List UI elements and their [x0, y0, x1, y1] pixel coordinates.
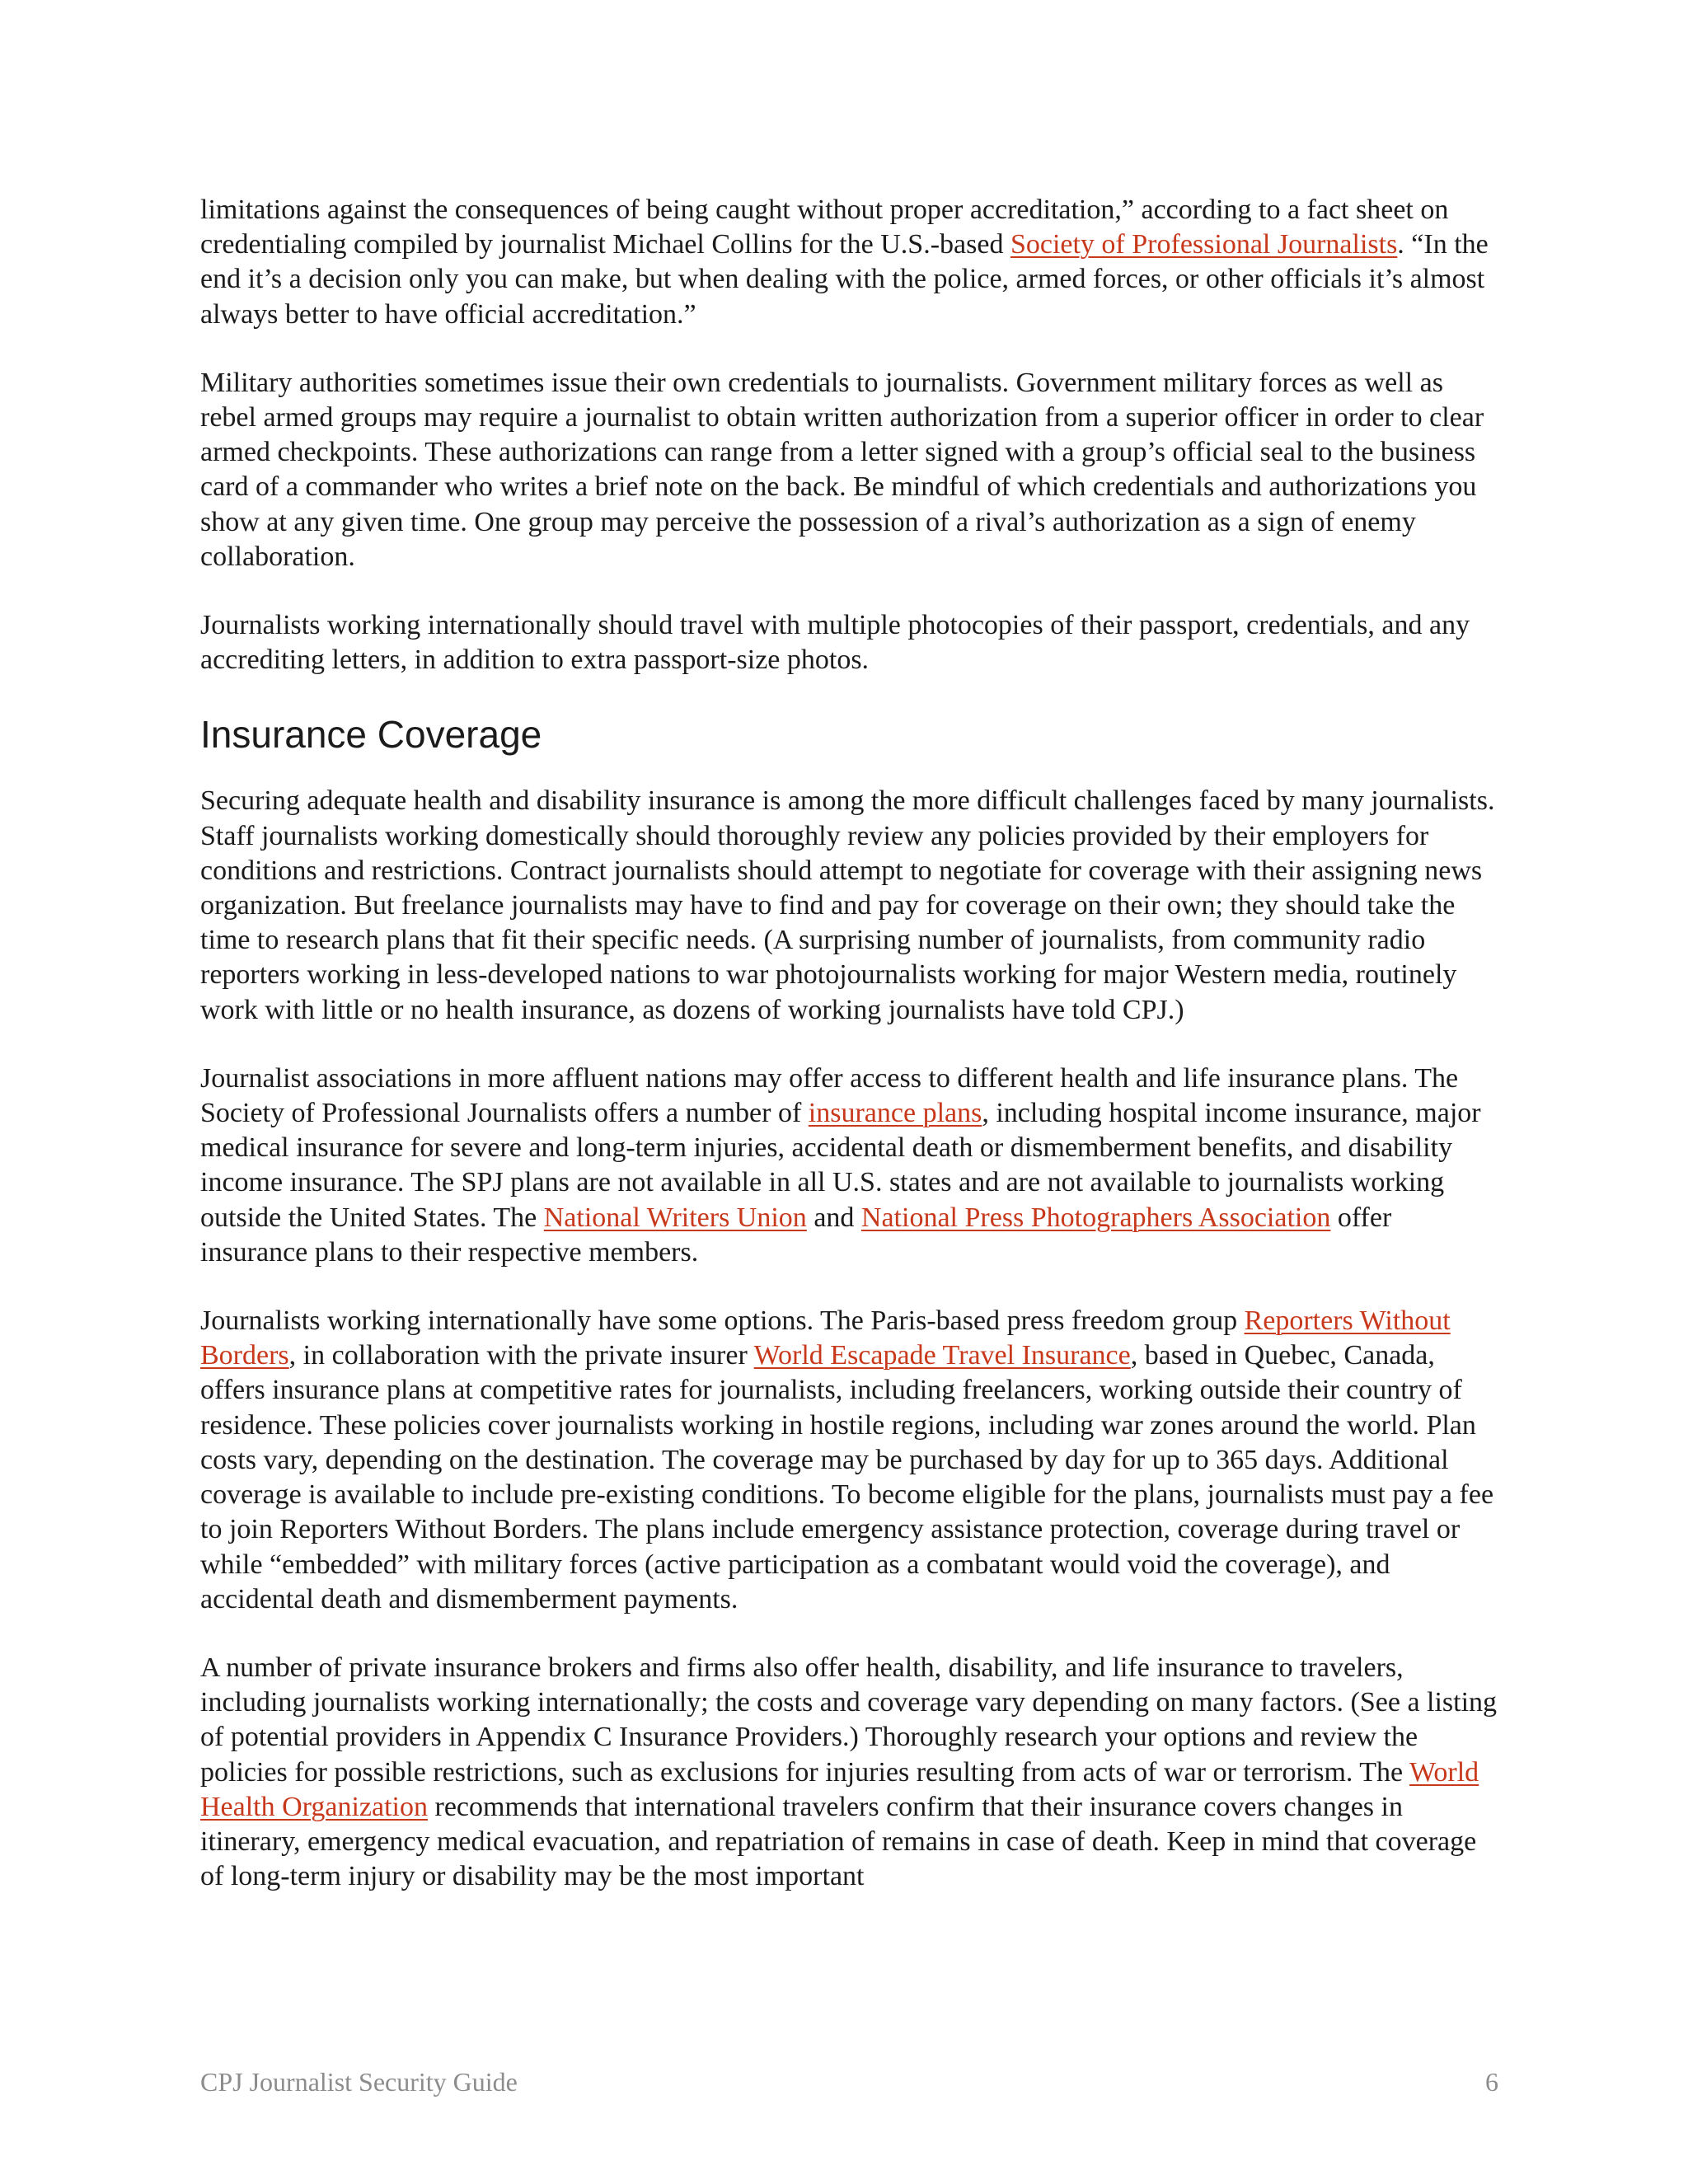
- link-national-press-photographers-association[interactable]: National Press Photographers Association: [860, 1202, 1331, 1233]
- footer-guide-title: CPJ Journalist Security Guide: [200, 2067, 518, 2097]
- link-insurance-plans[interactable]: insurance plans: [808, 1098, 982, 1129]
- link-world-escapade-travel-insurance[interactable]: World Escapade Travel Insurance: [753, 1340, 1131, 1371]
- text-run: , including hospital income insurance, major medical insurance for severe and long-term injuries, accidental death or dismemberment benefits, and disability income insurance. The SPJ plans are not available in all U.S. states and are not available to journalists working outside the United States. The: [200, 1098, 1481, 1233]
- paragraph-international-options: [200, 1304, 1504, 1617]
- paragraph-journalist-associations: [200, 1062, 1504, 1270]
- link-society-of-professional-journalists[interactable]: Society of Professional Journalists: [1010, 229, 1398, 260]
- paragraph-photocopies: Journalists working internationally should travel with multiple photocopies of their passport, credentials, and any accrediting letters, in addition to extra passport-size photos.: [200, 610, 1470, 676]
- text-run: Journalist associations in more affluent nations may offer access to different health and life insurance plans. The Society of Professional Journalists offers a number of: [200, 1062, 1459, 1129]
- text-run: . “In the end it’s a decision only you can make, but when dealing with the police, armed forces, or other officials it’s almost always better to have official accreditation.”: [200, 229, 1489, 330]
- text-run: Journalists working internationally have some options. The Paris-based press freedom group: [200, 1305, 1245, 1337]
- text-run: , in collaboration with the private insurer: [288, 1340, 754, 1371]
- link-world-health-organization[interactable]: World Health Organization: [200, 1756, 1479, 1822]
- paragraph-military-credentials: Military authorities sometimes issue their own credentials to journalists. Government military forces as well as rebel armed groups may require a journalist to obtain written authorization from a superior officer in order to clear armed checkpoints. These authorizations can range from a letter signed with a group’s official seal to the business card of a commander who writes a brief note on the back. Be mindful of which credentials and authorizations you show at any given time. One group may perceive the possession of a rival’s authorization as a sign of enemy collaboration.: [200, 367, 1484, 572]
- body-content: [200, 193, 1504, 1928]
- paragraph-private-brokers: [200, 1651, 1504, 1894]
- text-run: , based in Quebec, Canada, offers insurance plans at competitive rates for journalists, including freelancers, working outside their country of residence. These policies cover journalists working in hostile regions, including war zones around the world. Plan costs vary, depending on the destination. The coverage may be purchased by day for up to 365 days. Additional coverage is available to include pre-existing conditions. To become eligible for the plans, journalists must pay a fee to join Reporters Without Borders. The plans include emergency assistance protection, coverage during travel or while “embedded” with military forces (active participation as a combatant would void the coverage), and accidental death and dismemberment payments.: [200, 1340, 1494, 1615]
- link-reporters-without-borders[interactable]: Reporters Without Borders: [200, 1305, 1451, 1371]
- page-number: 6: [1485, 2067, 1498, 2097]
- paragraph-insurance-challenges: Securing adequate health and disability insurance is among the more difficult challenges faced by many journalists. Staff journalists working domestically should thoroughly review any policies provided by their employers for conditions and restrictions. Contract journalists should attempt to negotiate for coverage with their assigning news organization. But freelance journalists may have to find and pay for coverage on their own; they should take the time to research plans that fit their specific needs. (A surprising number of journalists, from community radio reporters working in less-developed nations to war photojournalists working for major Western media, routinely work with little or no health insurance, as dozens of working journalists have told CPJ.): [200, 785, 1495, 1025]
- paragraph-accreditation-quote: [200, 193, 1504, 332]
- link-national-writers-union[interactable]: National Writers Union: [543, 1202, 807, 1233]
- text-run: A number of private insurance brokers and firms also offer health, disability, and life insurance to travelers, including journalists working internationally; the costs and coverage vary depending on many factors. (See a listing of potential providers in Appendix C Insurance Providers.) Thoroughly research your options and review the policies for possible restrictions, such as exclusions for injuries resulting from acts of war or terrorism. The: [200, 1652, 1498, 1788]
- text-run: limitations against the consequences of being caught without proper accreditation,” according to a fact sheet on credentialing compiled by journalist Michael Collins for the U.S.-based: [200, 194, 1449, 260]
- text-run: recommends that international travelers confirm that their insurance covers changes in itinerary, emergency medical evacuation, and repatriation of remains in case of death. Keep in mind that coverage of long-term injury or disability may be the most important: [200, 1791, 1477, 1892]
- text-run: and: [806, 1202, 861, 1233]
- section-heading-insurance-coverage: Insurance Coverage: [200, 713, 542, 757]
- text-run: offer insurance plans to their respective members.: [200, 1202, 1392, 1268]
